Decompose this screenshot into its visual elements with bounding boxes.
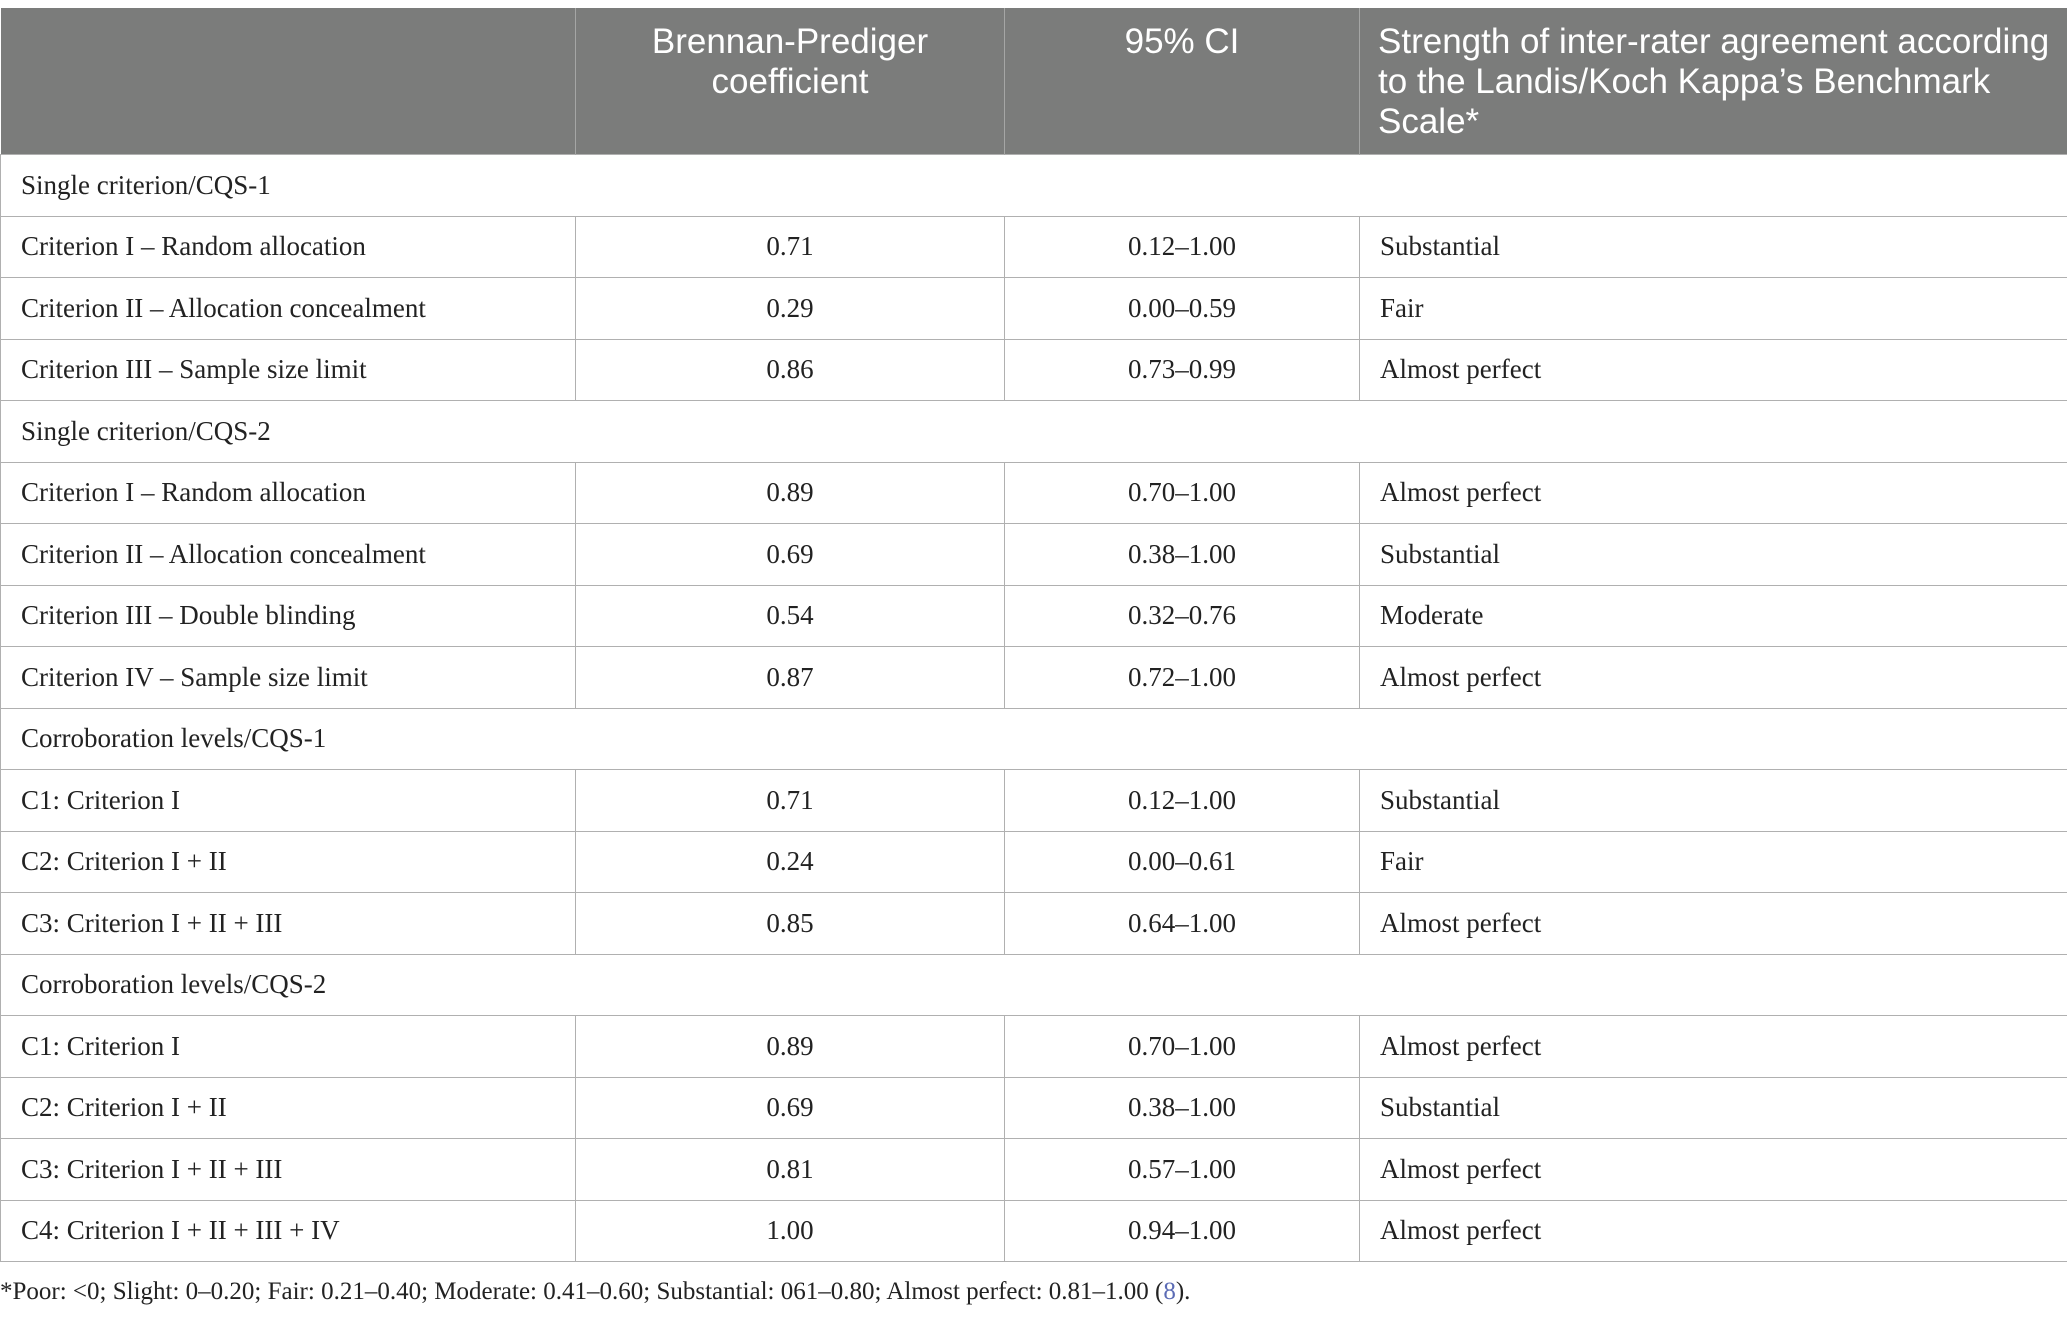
header-row <box>1 8 2067 155</box>
row-label: C2: Criterion I + II <box>1 1077 576 1139</box>
ci-cell: 0.12–1.00 <box>1005 216 1360 278</box>
strength-cell: Substantial <box>1360 1077 2067 1139</box>
coefficient-cell: 0.81 <box>576 1139 1005 1201</box>
row-label: C1: Criterion I <box>1 770 576 832</box>
coefficient-cell: 1.00 <box>576 1200 1005 1262</box>
section-label: Single criterion/CQS-2 <box>1 401 2067 463</box>
ci-cell: 0.70–1.00 <box>1005 462 1360 524</box>
coefficient-cell: 0.69 <box>576 524 1005 586</box>
table-row <box>1 831 2067 893</box>
section-row <box>1 155 2067 217</box>
coefficient-cell: 0.29 <box>576 278 1005 340</box>
row-label: Criterion II – Allocation concealment <box>1 278 576 340</box>
table-row <box>1 524 2067 586</box>
table-row <box>1 585 2067 647</box>
row-label: Criterion II – Allocation concealment <box>1 524 576 586</box>
header-strength: Strength of inter-rater agreement according to the Landis/Koch Kappa’s Benchmark Scale* <box>1360 8 2067 155</box>
table-row <box>1 1016 2067 1078</box>
table-row <box>1 278 2067 340</box>
ci-cell: 0.70–1.00 <box>1005 1016 1360 1078</box>
row-label: C3: Criterion I + II + III <box>1 1139 576 1201</box>
row-label: C3: Criterion I + II + III <box>1 893 576 955</box>
footnote-reference-link[interactable]: 8 <box>1163 1278 1176 1305</box>
table-row <box>1 647 2067 709</box>
strength-cell: Almost perfect <box>1360 1200 2067 1262</box>
ci-cell: 0.94–1.00 <box>1005 1200 1360 1262</box>
header-ci: 95% CI <box>1005 8 1360 155</box>
section-label: Single criterion/CQS-1 <box>1 155 2067 217</box>
ci-cell: 0.38–1.00 <box>1005 1077 1360 1139</box>
table-row <box>1 893 2067 955</box>
row-label: Criterion III – Sample size limit <box>1 339 576 401</box>
section-row <box>1 708 2067 770</box>
results-table-container <box>0 8 2067 1262</box>
table-row <box>1 1200 2067 1262</box>
table-row <box>1 1139 2067 1201</box>
row-label: C2: Criterion I + II <box>1 831 576 893</box>
section-row <box>1 401 2067 463</box>
coefficient-cell: 0.85 <box>576 893 1005 955</box>
header-empty <box>1 8 576 155</box>
table-row <box>1 770 2067 832</box>
strength-cell: Almost perfect <box>1360 893 2067 955</box>
strength-cell: Fair <box>1360 831 2067 893</box>
section-row <box>1 954 2067 1016</box>
table-footnote <box>0 1278 2067 1306</box>
coefficient-cell: 0.87 <box>576 647 1005 709</box>
strength-cell: Substantial <box>1360 524 2067 586</box>
agreement-table <box>0 8 2067 1262</box>
ci-cell: 0.32–0.76 <box>1005 585 1360 647</box>
table-header <box>1 8 2067 155</box>
row-label: C1: Criterion I <box>1 1016 576 1078</box>
coefficient-cell: 0.89 <box>576 1016 1005 1078</box>
header-coefficient: Brennan-Prediger coefficient <box>576 8 1005 155</box>
coefficient-cell: 0.24 <box>576 831 1005 893</box>
table-row <box>1 1077 2067 1139</box>
strength-cell: Fair <box>1360 278 2067 340</box>
strength-cell: Almost perfect <box>1360 339 2067 401</box>
row-label: Criterion III – Double blinding <box>1 585 576 647</box>
coefficient-cell: 0.86 <box>576 339 1005 401</box>
section-label: Corroboration levels/CQS-1 <box>1 708 2067 770</box>
ci-cell: 0.72–1.00 <box>1005 647 1360 709</box>
table-row <box>1 339 2067 401</box>
ci-cell: 0.00–0.61 <box>1005 831 1360 893</box>
strength-cell: Substantial <box>1360 216 2067 278</box>
ci-cell: 0.38–1.00 <box>1005 524 1360 586</box>
footnote-text: *Poor: <0; Slight: 0–0.20; Fair: 0.21–0.40; Moderate: 0.41–0.60; Substantial: 061–0.80; Almost perfect: 0.81–1.00 ( <box>0 1278 1164 1305</box>
coefficient-cell: 0.54 <box>576 585 1005 647</box>
row-label: Criterion I – Random allocation <box>1 462 576 524</box>
strength-cell: Substantial <box>1360 770 2067 832</box>
table-body <box>1 155 2067 1262</box>
ci-cell: 0.64–1.00 <box>1005 893 1360 955</box>
strength-cell: Almost perfect <box>1360 647 2067 709</box>
coefficient-cell: 0.71 <box>576 770 1005 832</box>
table-row <box>1 216 2067 278</box>
row-label: Criterion IV – Sample size limit <box>1 647 576 709</box>
ci-cell: 0.73–0.99 <box>1005 339 1360 401</box>
ci-cell: 0.12–1.00 <box>1005 770 1360 832</box>
strength-cell: Almost perfect <box>1360 1139 2067 1201</box>
coefficient-cell: 0.89 <box>576 462 1005 524</box>
strength-cell: Moderate <box>1360 585 2067 647</box>
table-row <box>1 462 2067 524</box>
ci-cell: 0.00–0.59 <box>1005 278 1360 340</box>
row-label: C4: Criterion I + II + III + IV <box>1 1200 576 1262</box>
footnote-tail: ). <box>1175 1278 1191 1305</box>
strength-cell: Almost perfect <box>1360 1016 2067 1078</box>
section-label: Corroboration levels/CQS-2 <box>1 954 2067 1016</box>
strength-cell: Almost perfect <box>1360 462 2067 524</box>
coefficient-cell: 0.71 <box>576 216 1005 278</box>
ci-cell: 0.57–1.00 <box>1005 1139 1360 1201</box>
coefficient-cell: 0.69 <box>576 1077 1005 1139</box>
row-label: Criterion I – Random allocation <box>1 216 576 278</box>
